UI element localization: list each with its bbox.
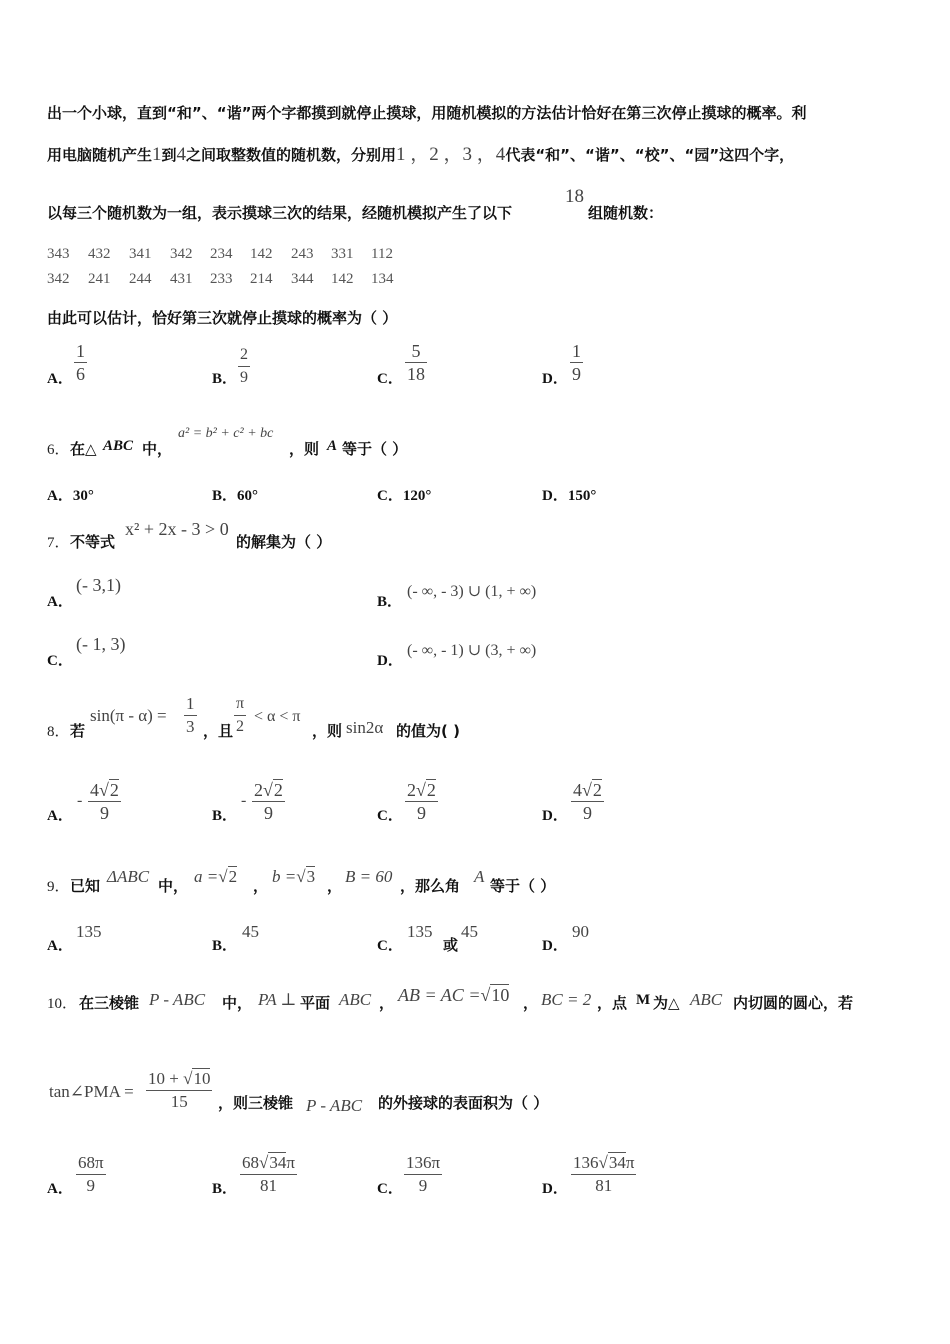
option-label: D． — [542, 488, 568, 504]
option-fraction[interactable] — [252, 779, 285, 824]
q10-abc-2: ABC — [690, 990, 723, 1009]
denominator: 9 — [238, 366, 250, 389]
q9-B-eq: B = 60 — [345, 867, 393, 886]
option-label: C． — [377, 488, 403, 504]
random-number: 214 — [250, 271, 273, 287]
option-or: 或 — [443, 936, 459, 954]
option-fraction[interactable] — [405, 340, 427, 385]
option-a[interactable] — [47, 484, 94, 505]
option-label[interactable]: C． — [377, 1181, 403, 1197]
random-number: 234 — [210, 246, 233, 262]
q10-tan-lhs: tan∠PMA = — [49, 1082, 134, 1101]
numerator: 2√2 — [254, 780, 283, 800]
option-value[interactable]: (- 1, 3) — [76, 634, 126, 654]
coefficient: 4 — [573, 780, 582, 800]
numerator: 10 + √10 — [148, 1069, 211, 1088]
option-label: B． — [212, 488, 238, 504]
q9-a-lhs: a = — [194, 867, 219, 886]
option-fraction[interactable] — [404, 1152, 442, 1197]
q9-b-eq: b =√3 — [272, 867, 316, 886]
q10-comma: ， — [523, 994, 539, 1012]
q6-var-a: A — [327, 438, 338, 454]
intro-line-1: 出一个小球，直到“和”、“谐”两个字都摸到就停止摸球，用随机模拟的方法估计恰好在第三次停止摸球的概率。利 — [47, 104, 807, 122]
denominator: 18 — [407, 364, 425, 384]
radicand: 34 — [608, 1153, 626, 1172]
option-value[interactable]: (- ∞, - 3) ∪ (1, + ∞) — [407, 583, 537, 600]
intro-line-3b: 组随机数： — [588, 204, 664, 222]
intro-number-18: 18 — [565, 186, 584, 207]
option-label[interactable]: D． — [542, 1181, 568, 1197]
numerator: 1 — [76, 341, 85, 361]
coefficient: 68 — [242, 1153, 259, 1172]
option-value[interactable]: 45 — [242, 922, 259, 941]
option-fraction[interactable] — [238, 344, 250, 389]
denominator: 9 — [88, 801, 121, 824]
denominator: 6 — [76, 364, 85, 384]
coefficient: 136 — [573, 1153, 599, 1172]
q9-a-eq: a =√2 — [194, 867, 238, 886]
q10-ab-radicand: 10 — [491, 985, 510, 1005]
option-label[interactable]: B． — [212, 808, 238, 824]
coefficient: 4 — [90, 780, 99, 800]
option-label[interactable]: D． — [542, 938, 568, 954]
coefficient: 2 — [254, 780, 263, 800]
numerator: 2 — [240, 346, 248, 363]
q10-text-h: 的外接球的表面积为（ ） — [378, 1094, 549, 1112]
option-label[interactable]: A． — [47, 808, 73, 824]
q9-text-b: 中， — [158, 877, 189, 895]
option-value[interactable]: 135 — [76, 922, 102, 941]
option-fraction[interactable] — [88, 779, 121, 824]
q10-pabc-2: P - ABC — [306, 1096, 363, 1115]
question-number: 9． — [47, 879, 70, 895]
numerator-a: 10 + — [148, 1069, 179, 1088]
intro-number-list: 1 ，2 ，3 ，4 — [396, 144, 506, 165]
option-label[interactable]: C． — [377, 808, 403, 824]
option-label[interactable]: A． — [47, 938, 73, 954]
q10-text-e: 为△ — [653, 994, 680, 1012]
numerator: 136π — [406, 1153, 441, 1172]
denominator: 81 — [571, 1174, 636, 1197]
coefficient: 2 — [407, 780, 416, 800]
numerator-radicand: 10 — [193, 1069, 211, 1088]
random-number: 241 — [88, 271, 111, 287]
q9-b-lhs: b = — [272, 867, 297, 886]
q8-text-a: 若 — [70, 722, 86, 740]
option-label: A． — [47, 488, 73, 504]
radicand: 2 — [592, 780, 602, 800]
q9-triangle: ΔABC — [107, 867, 150, 886]
denominator: 2 — [234, 715, 246, 738]
random-number: 243 — [291, 246, 314, 262]
intro-number-4: 4 — [176, 144, 187, 165]
intro-line-2-a: 用电脑随机产生 — [47, 146, 153, 164]
q9-text-d: 等于（ ） — [490, 877, 556, 895]
q10-text-c: 平面 — [300, 994, 331, 1012]
radicand: 34 — [269, 1153, 287, 1172]
option-b[interactable] — [212, 484, 258, 505]
q6-text-d: 等于（ ） — [342, 440, 408, 458]
option-fraction[interactable] — [74, 340, 87, 385]
intro-line-2-d: 代表“和”、“谐”、“校”、“园”这四个字， — [505, 146, 795, 164]
random-number: 342 — [170, 246, 193, 262]
random-number: 341 — [129, 246, 152, 262]
random-number: 344 — [291, 271, 314, 287]
intro-line-2-b: 到 — [161, 146, 177, 164]
denominator: 15 — [146, 1090, 212, 1113]
q9-b-radicand: 3 — [306, 867, 316, 886]
q10-comma: ， — [379, 994, 395, 1012]
denominator: 9 — [76, 1174, 106, 1197]
numerator: 1 — [186, 694, 195, 713]
option-value: 150° — [567, 488, 597, 504]
q8-text-d: 的值为( ) — [396, 722, 460, 740]
option-label[interactable]: B． — [377, 594, 403, 610]
question-number: 10． — [47, 996, 78, 1012]
q8-formula-b: < α < π — [254, 708, 301, 725]
option-d[interactable] — [542, 484, 596, 505]
radicand: 2 — [109, 780, 119, 800]
option-label[interactable]: C． — [377, 371, 403, 387]
pi-symbol: π — [286, 1153, 295, 1172]
option-fraction[interactable] — [571, 1152, 636, 1197]
denominator: 9 — [571, 801, 604, 824]
pi-symbol: π — [625, 1153, 635, 1172]
q10-text-d: ，点 — [597, 994, 628, 1012]
q9-comma: ， — [327, 877, 343, 895]
option-c[interactable] — [377, 484, 431, 505]
numerator: 2√2 — [407, 780, 436, 800]
q8-text-c: ，则 — [312, 722, 343, 740]
q10-text-g: ，则三棱锥 — [218, 1094, 294, 1112]
numerator: π — [236, 695, 245, 712]
q10-point-m: M — [636, 992, 651, 1008]
random-number: 431 — [170, 271, 193, 287]
option-label[interactable]: D． — [542, 371, 568, 387]
q9-text-c: ，那么角 — [400, 877, 461, 895]
denominator: 9 — [404, 1174, 442, 1197]
radicand: 2 — [426, 780, 436, 800]
q7-text-b: 的解集为（ ） — [236, 533, 332, 551]
option-label[interactable]: D． — [542, 808, 568, 824]
q8-fraction-one-third — [184, 693, 197, 738]
option-label[interactable]: B． — [212, 938, 238, 954]
q10-abc: ABC — [339, 990, 372, 1009]
random-number: 342 — [47, 271, 70, 287]
option-value[interactable]: (- ∞, - 1) ∪ (3, + ∞) — [407, 642, 537, 659]
numerator: 5 — [411, 341, 421, 361]
q10-ab-lhs: AB = AC = — [398, 985, 481, 1005]
intro-line-3a: 以每三个随机数为一组，表示摸球三次的结果，经随机模拟产生了以下 — [47, 204, 513, 222]
q10-tan-fraction — [146, 1068, 212, 1113]
option-label[interactable]: B． — [212, 1181, 238, 1197]
option-label[interactable]: A． — [47, 594, 73, 610]
random-number: 112 — [371, 246, 393, 262]
intro-line-2-c: 之间取整数值的随机数，分别用 — [186, 146, 397, 164]
intro-question: 由此可以估计，恰好第三次就停止摸球的概率为（ ） — [47, 309, 398, 327]
q6-text-b: 中， — [142, 440, 173, 458]
q8-text-b: ，且 — [203, 722, 234, 740]
q10-text-a: 在三棱锥 — [79, 994, 140, 1012]
q10-text-b: 中， — [222, 994, 253, 1012]
random-number: 142 — [331, 271, 354, 287]
option-value[interactable]: 135 — [407, 922, 433, 941]
q8-formula-a: sin(π - α) = — [90, 706, 167, 725]
random-number: 134 — [371, 271, 394, 287]
q6-abc: ABC — [103, 438, 134, 454]
q10-bc-eq: BC = 2 — [541, 990, 592, 1009]
option-sign: - — [77, 792, 83, 809]
q9-var-a: A — [474, 867, 485, 886]
q10-text-f: 内切圆的圆心，若 — [733, 994, 854, 1012]
question-number: 8． — [47, 724, 70, 740]
denominator: 81 — [240, 1174, 297, 1197]
q10-pabc: P - ABC — [149, 990, 206, 1009]
denominator: 9 — [405, 801, 438, 824]
radicand: 2 — [273, 780, 283, 800]
option-fraction[interactable] — [240, 1152, 297, 1197]
denominator: 9 — [252, 801, 285, 824]
option-label[interactable]: B． — [212, 371, 238, 387]
option-value[interactable]: (- 3,1) — [76, 575, 121, 595]
numerator: 1 — [572, 341, 581, 361]
random-number: 343 — [47, 246, 70, 262]
intro-number-1: 1 — [152, 144, 162, 165]
q6-text-a: 在△ — [70, 440, 97, 458]
denominator: 9 — [572, 364, 581, 384]
q7-formula: x² + 2x - 3 > 0 — [125, 519, 229, 539]
option-sign: - — [241, 792, 247, 809]
option-value: 60° — [237, 488, 259, 504]
option-value: 120° — [402, 488, 432, 504]
option-value-2[interactable]: 45 — [461, 922, 478, 941]
option-label[interactable]: A． — [47, 371, 73, 387]
intro-line-2 — [47, 139, 794, 166]
option-fraction[interactable] — [405, 779, 438, 824]
q6-text-c: ，则 — [289, 440, 320, 458]
numerator: 136√34π — [573, 1153, 635, 1172]
question-number: 6． — [47, 442, 70, 458]
option-label[interactable]: A． — [47, 1181, 73, 1197]
q6-formula: a² = b² + c² + bc — [178, 426, 274, 441]
numerator: 4√2 — [573, 780, 602, 800]
q10-pa-perp: PA ⊥ — [258, 990, 297, 1009]
option-fraction[interactable] — [571, 779, 604, 824]
q9-comma: ， — [253, 877, 269, 895]
option-value: 30° — [72, 488, 94, 504]
option-label[interactable]: D． — [377, 653, 403, 669]
option-fraction[interactable] — [76, 1152, 106, 1197]
option-value[interactable]: 90 — [572, 922, 589, 941]
q7-text-a: 不等式 — [70, 533, 116, 551]
q10-ab-eq: AB = AC =√10 — [398, 985, 510, 1005]
random-number: 432 — [88, 246, 111, 262]
random-number: 331 — [331, 246, 354, 262]
denominator: 3 — [186, 717, 195, 736]
option-label[interactable]: C． — [47, 653, 73, 669]
q9-text-a: 已知 — [70, 877, 101, 895]
numerator: 4√2 — [90, 780, 119, 800]
numerator: 68√34π — [242, 1153, 295, 1172]
question-number: 7． — [47, 535, 70, 551]
option-fraction[interactable] — [570, 340, 583, 385]
random-number: 142 — [250, 246, 273, 262]
q9-a-radicand: 2 — [228, 867, 238, 886]
numerator: 68π — [78, 1153, 104, 1172]
option-label[interactable]: C． — [377, 938, 403, 954]
q8-formula-c: sin2α — [346, 718, 384, 737]
q8-fraction-pi-half — [234, 693, 246, 738]
random-number: 233 — [210, 271, 233, 287]
random-number: 244 — [129, 271, 152, 287]
